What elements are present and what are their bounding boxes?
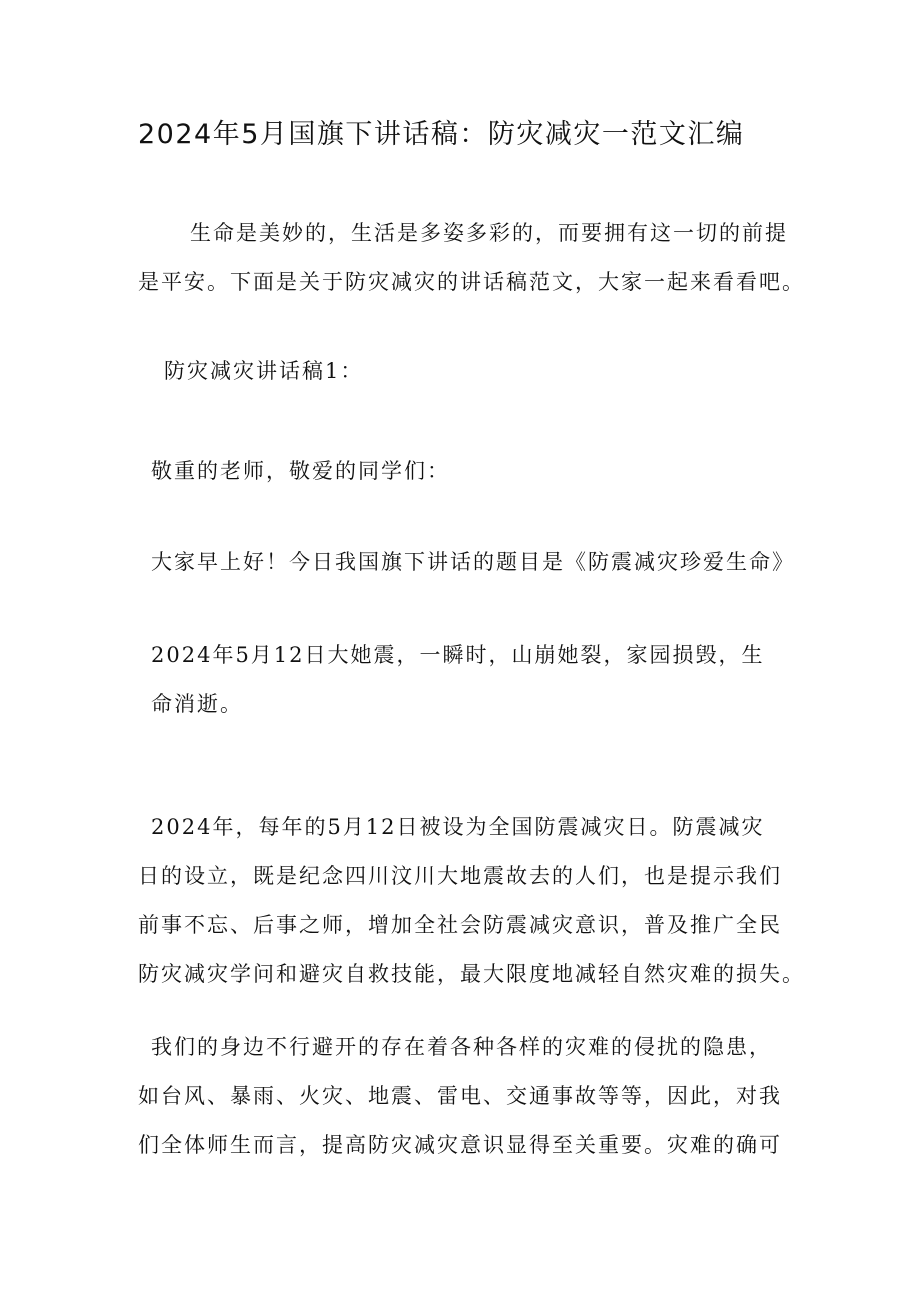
document-title: 2024年5月国旗下讲话稿：防灾减灾一范文汇编 [138, 119, 745, 150]
paragraph-line: 们全体师生而言，提高防灾减灾意识显得至关重要。灾难的确可 [138, 1133, 782, 1157]
paragraph-line: 敬重的老师，敬爱的同学们： [151, 459, 450, 483]
paragraph-line: 命消逝。 [151, 692, 243, 716]
paragraph-line: 我们的身边不行避开的存在着各种各样的灾难的侵扰的隐患， [151, 1035, 772, 1059]
intro-paragraph [138, 209, 805, 307]
paragraph-line: 2024年5月12日大她震，一瞬时，山崩她裂，家园损毁，生 [151, 643, 765, 667]
speech-heading [138, 347, 814, 396]
paragraph-line: 防灾减灾学问和避灾自救技能，最大限度地减轻自然灾难的损失。 [138, 962, 805, 986]
paragraph-line: 日的设立，既是纪念四川汶川大地震故去的人们，也是提示我们 [138, 864, 782, 888]
paragraph-line: 如台风、暴雨、火灾、地震、雷电、交通事故等等，因此，对我 [138, 1084, 782, 1108]
disaster-day-paragraph [138, 803, 805, 999]
paragraph-line: 生命是美妙的，生活是多姿多彩的，而要拥有这一切的前提 [190, 221, 788, 245]
paragraph-line: 是平安。下面是关于防灾减灾的讲话稿范文，大家一起来看看吧。 [138, 270, 805, 294]
earthquake-paragraph [138, 631, 801, 729]
paragraph-line: 防灾减灾讲话稿1： [164, 359, 364, 383]
greeting-paragraph [138, 538, 801, 587]
paragraph-line: 2024年，每年的5月12日被设为全国防震减灾日。防震减灾 [151, 815, 765, 839]
salutation [138, 447, 801, 496]
paragraph-line: 大家早上好！今日我国旗下讲话的题目是《防震减灾珍爱生命》 [151, 550, 795, 574]
hazards-paragraph [138, 1023, 788, 1170]
paragraph-line: 前事不忘、后事之师，增加全社会防震减灾意识，普及推广全民 [138, 913, 782, 937]
